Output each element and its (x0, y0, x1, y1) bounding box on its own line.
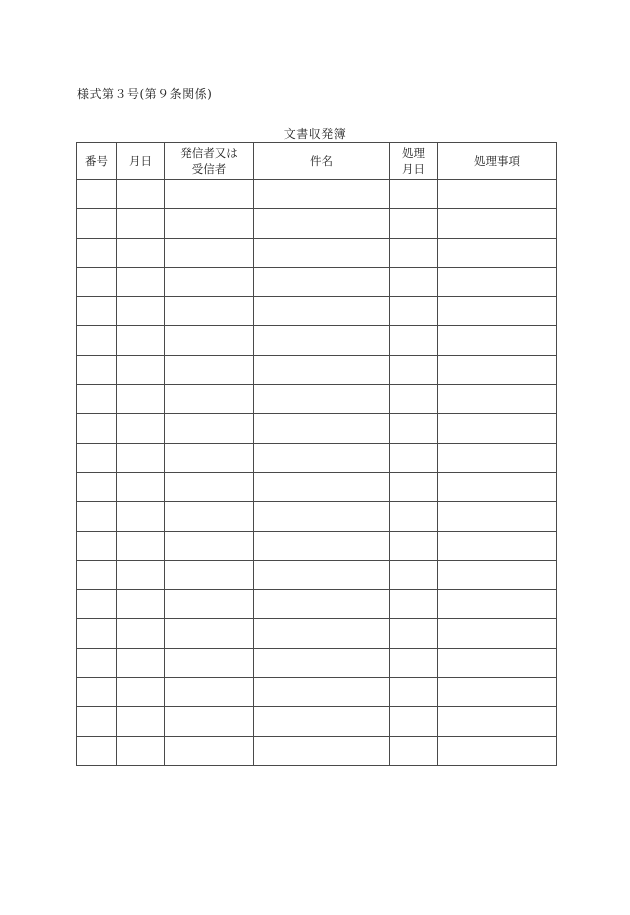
sender-recipient-cell (165, 472, 254, 501)
number-cell (77, 180, 117, 209)
table-row (77, 267, 557, 296)
processing-matters-cell (438, 297, 557, 326)
number-cell (77, 502, 117, 531)
table-row (77, 736, 557, 765)
number-cell (77, 443, 117, 472)
sender-recipient-cell (165, 736, 254, 765)
subject-cell (254, 707, 390, 736)
number-cell (77, 590, 117, 619)
table-row (77, 443, 557, 472)
table-row (77, 619, 557, 648)
date-cell (117, 297, 165, 326)
table-row (77, 209, 557, 238)
processing-matters-cell (438, 707, 557, 736)
processing-matters-cell (438, 443, 557, 472)
processing-date-cell (390, 619, 438, 648)
processing-matters-cell (438, 180, 557, 209)
document-title: 文書収発簿 (283, 127, 347, 141)
number-cell (77, 736, 117, 765)
sender-recipient-cell (165, 385, 254, 414)
subject-cell (254, 443, 390, 472)
processing-matters-cell (438, 326, 557, 355)
sender-recipient-cell (165, 590, 254, 619)
processing-matters-cell (438, 531, 557, 560)
number-cell (77, 238, 117, 267)
number-cell (77, 414, 117, 443)
sender-recipient-cell (165, 326, 254, 355)
table-row (77, 297, 557, 326)
processing-date-cell (390, 678, 438, 707)
processing-matters-cell (438, 238, 557, 267)
processing-date-cell (390, 238, 438, 267)
subject-cell (254, 297, 390, 326)
sender-recipient-cell (165, 531, 254, 560)
table-row (77, 707, 557, 736)
date-cell (117, 414, 165, 443)
sender-recipient-cell (165, 707, 254, 736)
table-row (77, 531, 557, 560)
processing-date-cell (390, 590, 438, 619)
number-cell (77, 648, 117, 677)
column-header-number: 番号 (77, 143, 117, 180)
number-cell (77, 619, 117, 648)
table-row (77, 238, 557, 267)
sender-recipient-cell (165, 267, 254, 296)
processing-date-cell (390, 531, 438, 560)
processing-matters-cell (438, 355, 557, 384)
number-cell (77, 531, 117, 560)
number-cell (77, 355, 117, 384)
subject-cell (254, 648, 390, 677)
date-cell (117, 472, 165, 501)
column-header-processing-date: 処理 月日 (390, 143, 438, 180)
date-cell (117, 355, 165, 384)
column-header-date: 月日 (117, 143, 165, 180)
processing-matters-cell (438, 678, 557, 707)
date-cell (117, 238, 165, 267)
processing-matters-cell (438, 209, 557, 238)
sender-recipient-cell (165, 180, 254, 209)
processing-date-cell (390, 707, 438, 736)
column-header-processing-matters: 処理事項 (438, 143, 557, 180)
processing-matters-cell (438, 502, 557, 531)
date-cell (117, 209, 165, 238)
table-row (77, 502, 557, 531)
sender-recipient-cell (165, 297, 254, 326)
date-cell (117, 736, 165, 765)
date-cell (117, 267, 165, 296)
processing-matters-cell (438, 414, 557, 443)
date-cell (117, 502, 165, 531)
processing-date-cell (390, 267, 438, 296)
processing-date-cell (390, 560, 438, 589)
processing-matters-cell (438, 648, 557, 677)
subject-cell (254, 590, 390, 619)
processing-date-cell (390, 648, 438, 677)
sender-recipient-cell (165, 619, 254, 648)
subject-cell (254, 531, 390, 560)
processing-date-cell (390, 326, 438, 355)
date-cell (117, 590, 165, 619)
date-cell (117, 560, 165, 589)
form-number-label: 様式第３号(第９条関係) (77, 87, 213, 101)
number-cell (77, 297, 117, 326)
processing-date-cell (390, 180, 438, 209)
subject-cell (254, 414, 390, 443)
date-cell (117, 326, 165, 355)
table-row (77, 560, 557, 589)
processing-matters-cell (438, 472, 557, 501)
table-row (77, 180, 557, 209)
sender-recipient-cell (165, 355, 254, 384)
subject-cell (254, 180, 390, 209)
processing-matters-cell (438, 619, 557, 648)
subject-cell (254, 472, 390, 501)
number-cell (77, 209, 117, 238)
table-row (77, 326, 557, 355)
date-cell (117, 678, 165, 707)
processing-date-cell (390, 385, 438, 414)
table-row (77, 678, 557, 707)
processing-date-cell (390, 443, 438, 472)
number-cell (77, 707, 117, 736)
subject-cell (254, 355, 390, 384)
date-cell (117, 707, 165, 736)
subject-cell (254, 209, 390, 238)
processing-date-cell (390, 502, 438, 531)
table-body (77, 180, 557, 766)
processing-matters-cell (438, 267, 557, 296)
number-cell (77, 472, 117, 501)
processing-date-cell (390, 472, 438, 501)
subject-cell (254, 619, 390, 648)
table-row (77, 472, 557, 501)
processing-date-cell (390, 736, 438, 765)
table-row (77, 590, 557, 619)
table-header-row (77, 143, 557, 180)
table-row (77, 648, 557, 677)
table-row (77, 385, 557, 414)
sender-recipient-cell (165, 238, 254, 267)
sender-recipient-cell (165, 502, 254, 531)
subject-cell (254, 736, 390, 765)
number-cell (77, 326, 117, 355)
number-cell (77, 560, 117, 589)
date-cell (117, 531, 165, 560)
sender-recipient-cell (165, 560, 254, 589)
date-cell (117, 443, 165, 472)
subject-cell (254, 560, 390, 589)
number-cell (77, 267, 117, 296)
subject-cell (254, 238, 390, 267)
processing-matters-cell (438, 736, 557, 765)
date-cell (117, 385, 165, 414)
processing-matters-cell (438, 590, 557, 619)
subject-cell (254, 267, 390, 296)
date-cell (117, 180, 165, 209)
processing-matters-cell (438, 385, 557, 414)
column-header-sender-recipient: 発信者又は 受信者 (165, 143, 254, 180)
number-cell (77, 385, 117, 414)
sender-recipient-cell (165, 209, 254, 238)
table-row (77, 355, 557, 384)
date-cell (117, 619, 165, 648)
sender-recipient-cell (165, 678, 254, 707)
sender-recipient-cell (165, 443, 254, 472)
number-cell (77, 678, 117, 707)
processing-matters-cell (438, 560, 557, 589)
processing-date-cell (390, 209, 438, 238)
table-row (77, 414, 557, 443)
processing-date-cell (390, 355, 438, 384)
column-header-subject: 件名 (254, 143, 390, 180)
processing-date-cell (390, 414, 438, 443)
subject-cell (254, 385, 390, 414)
date-cell (117, 648, 165, 677)
document-ledger-table (76, 142, 557, 766)
subject-cell (254, 678, 390, 707)
sender-recipient-cell (165, 648, 254, 677)
subject-cell (254, 326, 390, 355)
processing-date-cell (390, 297, 438, 326)
subject-cell (254, 502, 390, 531)
sender-recipient-cell (165, 414, 254, 443)
